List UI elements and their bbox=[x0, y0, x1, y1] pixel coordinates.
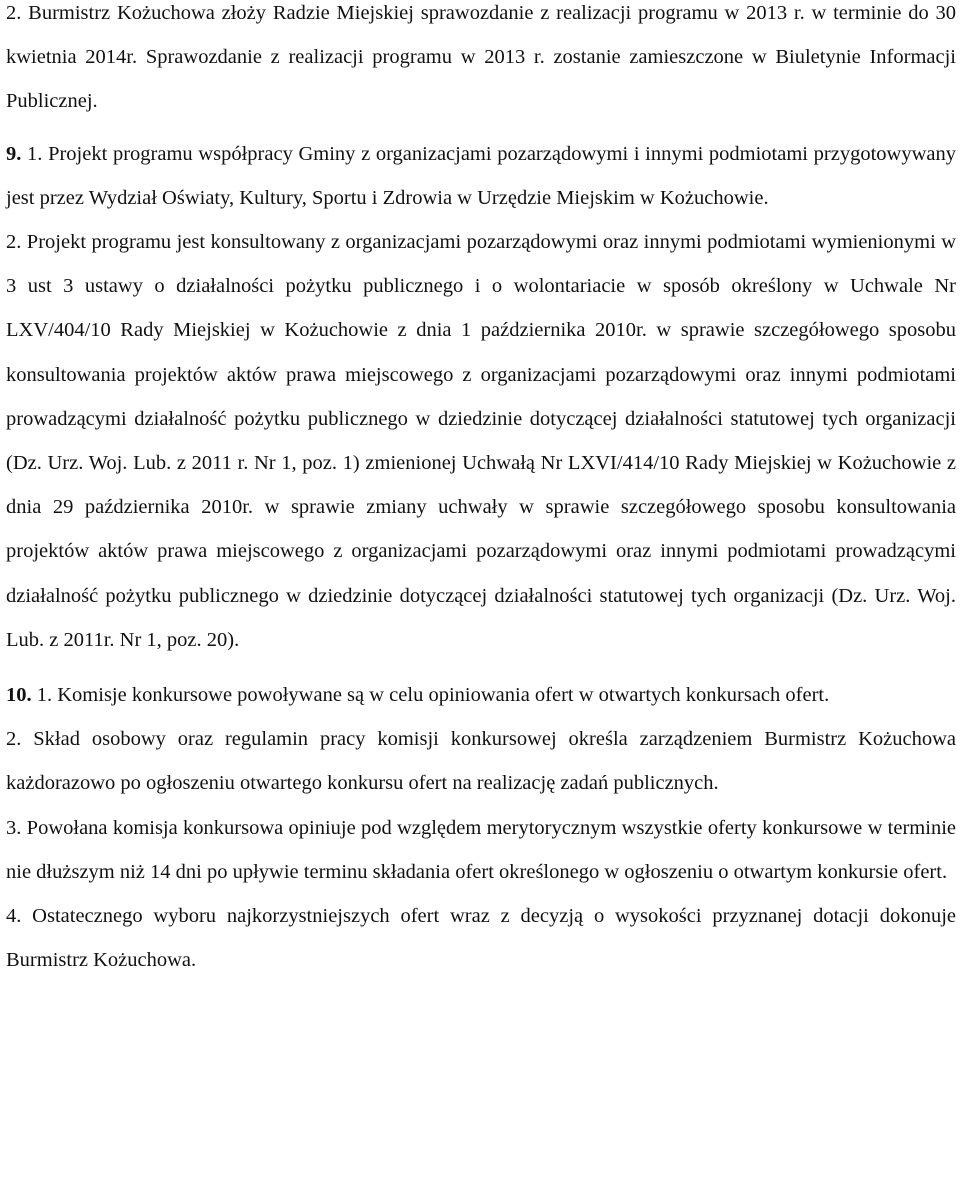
paragraph-text: 2. Projekt programu jest konsultowany z organizacjami pozarządowymi oraz innymi podmiotami wymienionymi w 3 ust 3 ustawy o działalności pożytku publicznego i o wolontariacie w sposób określony w Uchwale Nr LXV/404/10 Rady Miejskiej w Kożuchowie z dnia 1 października 2010r. w sprawie szczegółowego sposobu konsultowania projektów aktów prawa miejscowego z organizacjami pozarządowymi oraz innymi podmiotami prowadzącymi działalność pożytku publicznego w dziedzinie dotyczącej działalności statutowej tych organizacji (Dz. Urz. Woj. Lub. z 2011 r. Nr 1, poz. 1) zmienionej Uchwałą Nr LXVI/414/10 Rady Miejskiej w Kożuchowie z dnia 29 października 2010r. w sprawie zmiany uchwały w sprawie szczegółowego sposobu konsultowania projektów aktów prawa miejscowego z organizacjami pozarządowymi oraz innymi podmiotami prowadzącymi działalność pożytku publicznego w dziedzinie dotyczącej działalności statutowej tych organizacji (Dz. Urz. Woj. Lub. z 2011r. Nr 1, poz. 20). bbox=[6, 231, 956, 651]
paragraph-text: 1. Projekt programu współpracy Gminy z organizacjami pozarządowymi i innymi podmiotami przygotowywany jest przez Wydział Oświaty, Kultury, Sportu i Zdrowia w Urzędzie Miejskim w Kożuchowie. bbox=[6, 142, 956, 209]
section-number: 9. bbox=[6, 142, 22, 165]
paragraph-text: 2. Skład osobowy oraz regulamin pracy komisji konkursowej określa zarządzeniem Burmistrz Kożuchowa każdorazowo po ogłoszeniu otwartego konkursu ofert na realizację zadań publicznych. bbox=[6, 728, 956, 795]
paragraph-text: 2. Burmistrz Kożuchowa złoży Radzie Miejskiej sprawozdanie z realizacji programu w 2013 r. w terminie do 30 kwietnia 2014r. Sprawozdanie z realizacji programu w 2013 r. zostanie zamieszczone w Biuletynie Informacji Publicznej. bbox=[6, 2, 956, 113]
section-10-paragraph-3 bbox=[6, 806, 956, 894]
section-10-paragraph-1 bbox=[6, 673, 956, 717]
paragraph-text: 3. Powołana komisja konkursowa opiniuje pod względem merytorycznym wszystkie oferty konkursowe w terminie nie dłuższym niż 14 dni po upływie terminu składania ofert określonego w ogłoszeniu o otwartym konkursie ofert. bbox=[6, 816, 956, 883]
section-number: 10. bbox=[6, 684, 32, 707]
section-9-paragraph-2 bbox=[6, 220, 956, 662]
section-9-paragraph-1 bbox=[6, 132, 956, 220]
document-page bbox=[6, 0, 956, 982]
section-10-paragraph-2 bbox=[6, 717, 956, 805]
paragraph-text: 1. Komisje konkursowe powoływane są w celu opiniowania ofert w otwartych konkursach ofert. bbox=[31, 684, 830, 707]
paragraph-8-2 bbox=[6, 0, 956, 124]
paragraph-text: 4. Ostatecznego wyboru najkorzystniejszych ofert wraz z decyzją o wysokości przyznanej dotacji dokonuje Burmistrz Kożuchowa. bbox=[6, 905, 956, 972]
section-10-paragraph-4 bbox=[6, 894, 956, 982]
